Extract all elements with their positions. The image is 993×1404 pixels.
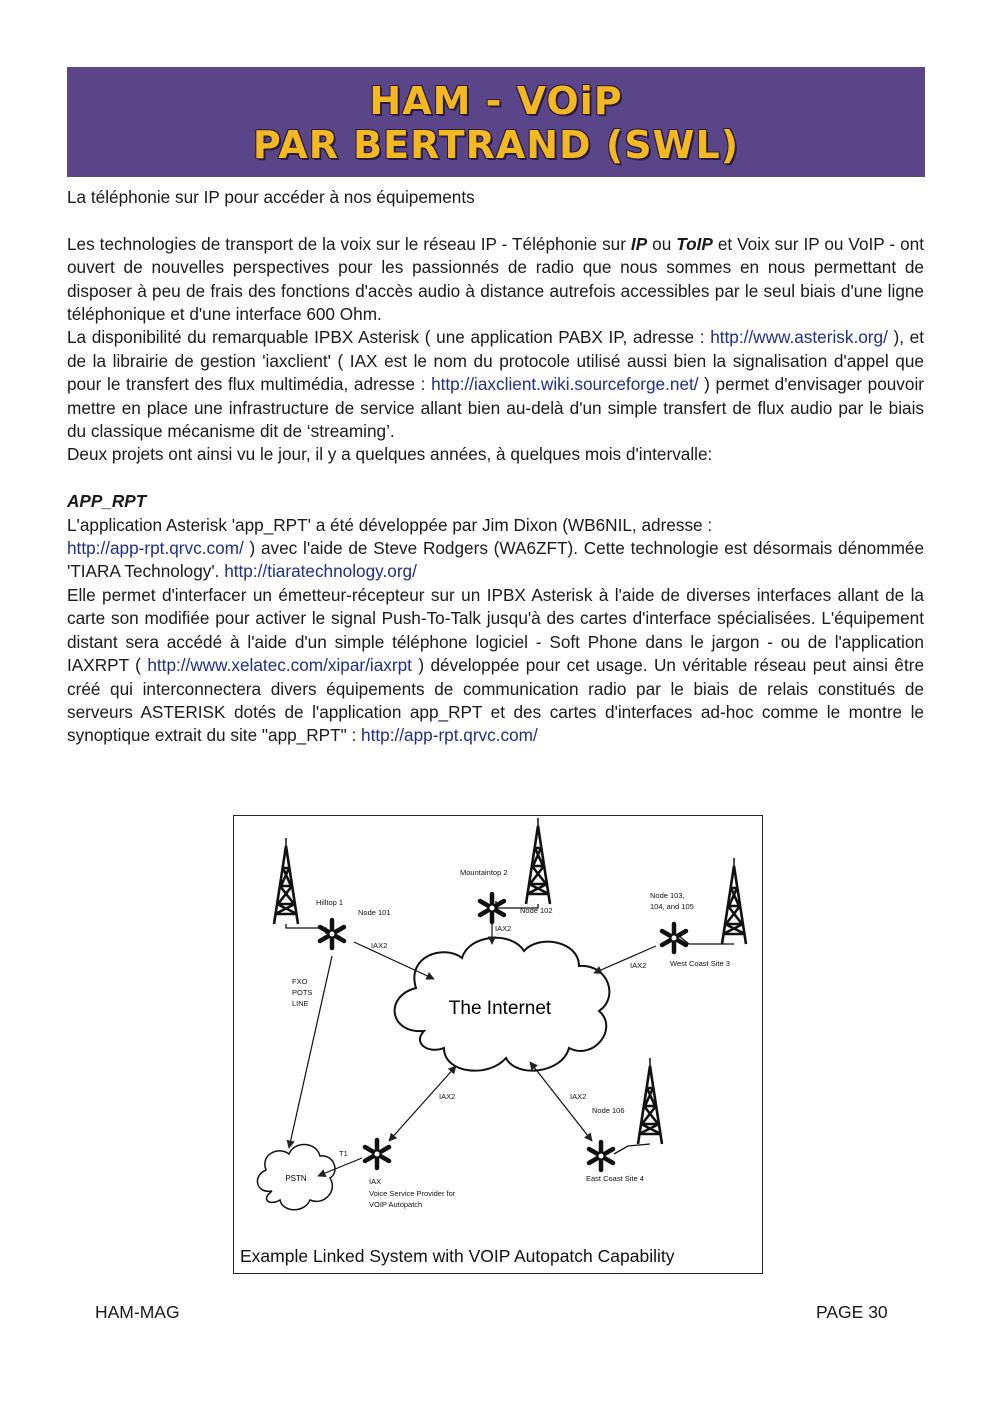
node101-label: Node 101	[358, 908, 391, 917]
paragraph-2	[67, 326, 924, 443]
paragraph-1	[67, 233, 924, 327]
text-run: La disponibilité du remarquable IPBX Asterisk ( une application PABX IP, adresse :	[67, 327, 711, 348]
article-body	[67, 186, 924, 748]
t1-label: T1	[339, 1149, 348, 1158]
text-run: L'application Asterisk 'app_RPT' a été développée par Jim Dixon (WB6NIL, adresse :	[67, 514, 713, 535]
text-run: Les technologies de transport de la voix sur le réseau IP - Téléphonie sur	[67, 233, 631, 254]
paragraph-3: Deux projets ont ainsi vu le jour, il y a quelques années, à quelques mois d'intervalle:	[67, 444, 713, 465]
ip-term: IP	[630, 233, 648, 254]
footer-page-number: PAGE 30	[816, 1302, 888, 1322]
fxo-label-3: LINE	[292, 999, 309, 1008]
vsp-label-1: Voice Service Provider for	[369, 1189, 456, 1198]
app-rpt-link-2[interactable]: http://app-rpt.qrvc.com/	[361, 725, 538, 746]
node102-label: Node 102	[520, 906, 553, 915]
iaxclient-link[interactable]: http://iaxclient.wiki.sourceforge.net/	[431, 374, 699, 395]
text-run: et Voix sur IP ou VoIP - ont ouvert de nouvelles perspectives pour les passionnés de radio que nous sommes en nous permettant de disposer à peu de frais des fonctions d'accès audio à distance autrefois accessibles par le seul biais d'une ligne téléphonique et d'une interface 600 Ohm.	[67, 233, 925, 325]
node103-label-2: 104, and 105	[650, 902, 694, 911]
footer-magazine: HAM-MAG	[95, 1302, 180, 1322]
vsp-label-2: VOIP Autopatch	[369, 1200, 423, 1209]
eastcoast-label: East Coast Site 4	[586, 1174, 644, 1183]
internet-label: The Internet	[448, 998, 552, 1019]
iaxrpt-link[interactable]: http://www.xelatec.com/xipar/iaxrpt	[147, 655, 412, 676]
paragraph-5	[67, 584, 924, 748]
app-rpt-link[interactable]: http://app-rpt.qrvc.com/	[67, 538, 244, 559]
text-run: ) développée pour cet usage. Un véritable réseau peut ainsi être créé qui interconnectera divers équipements de communication radio par le biais de relais constitués de serveurs ASTERISK dotés de l'application app_RPT et des cartes d'interfaces ad-hoc comme le montre le synoptique extrait du site "app_RPT" :	[67, 655, 924, 746]
tiara-link[interactable]: http://tiaratechnology.org/	[224, 561, 417, 582]
asterisk-link[interactable]: http://www.asterisk.org/	[710, 327, 888, 348]
fxo-label-2: POTS	[292, 988, 313, 997]
pstn-label: PSTN	[285, 1174, 307, 1183]
iax-label-c: IAX2	[630, 961, 647, 970]
network-diagram	[233, 815, 763, 1274]
banner-title-line2: PAR BERTRAND (SWL)	[252, 123, 740, 167]
iax-label-b: IAX2	[495, 924, 512, 933]
text-run: ou	[647, 233, 677, 254]
text-run: Elle permet d'interfacer un émetteur-récepteur sur un IPBX Asterisk à l'aide de diverses interfaces allant de la carte son modifiée pour activer le signal Push-To-Talk jusqu'à des cartes d'interface spécialisées. L'équipement distant sera accédé à l'aide d'un simple téléphone logiciel - Soft Phone dans le jargon - ou de l'application IAXRPT (	[67, 584, 924, 676]
text-run: ), et de la librairie de gestion 'iaxclient' ( IAX est le nom du protocole utilisé aussi bien la signalisation d'appel que pour le transfert des flux multimédia, adresse :	[67, 327, 924, 395]
mountaintop-label: Mountaintop 2	[460, 868, 508, 877]
node103-label-1: Node 103,	[650, 891, 685, 900]
title-banner	[67, 67, 925, 177]
section-heading: APP_RPT	[67, 491, 147, 512]
text-run: ) avec l'aide de Steve Rodgers (WA6ZFT). Cette technologie est désormais dénommée 'TIARA Technology'.	[67, 538, 924, 582]
fxo-label-1: FXO	[292, 977, 308, 986]
iax-label-a: IAX2	[371, 941, 388, 950]
westcoast-label: West Coast Site 3	[670, 959, 730, 968]
diagram-caption: Example Linked System with VOIP Autopatch Capability	[240, 1246, 675, 1266]
hilltop-label: Hilltop 1	[316, 898, 344, 907]
banner-title-line1: HAM - VOiP	[369, 79, 623, 123]
node106-label: Node 106	[592, 1106, 625, 1115]
iax-label-f: IAX	[369, 1177, 382, 1186]
toip-term: ToIP	[676, 233, 713, 254]
intro-line: La téléphonie sur IP pour accéder à nos équipements	[67, 187, 475, 207]
text-run: ) permet d'envisager pouvoir mettre en place une infrastructure de service allant bien au-delà d'un simple transfert de flux audio par le biais du classique mécanisme dit de ‘streaming’.	[67, 374, 925, 442]
paragraph-4	[67, 514, 924, 584]
iax-label-d: IAX2	[439, 1092, 456, 1101]
iax-label-e: IAX2	[570, 1092, 587, 1101]
